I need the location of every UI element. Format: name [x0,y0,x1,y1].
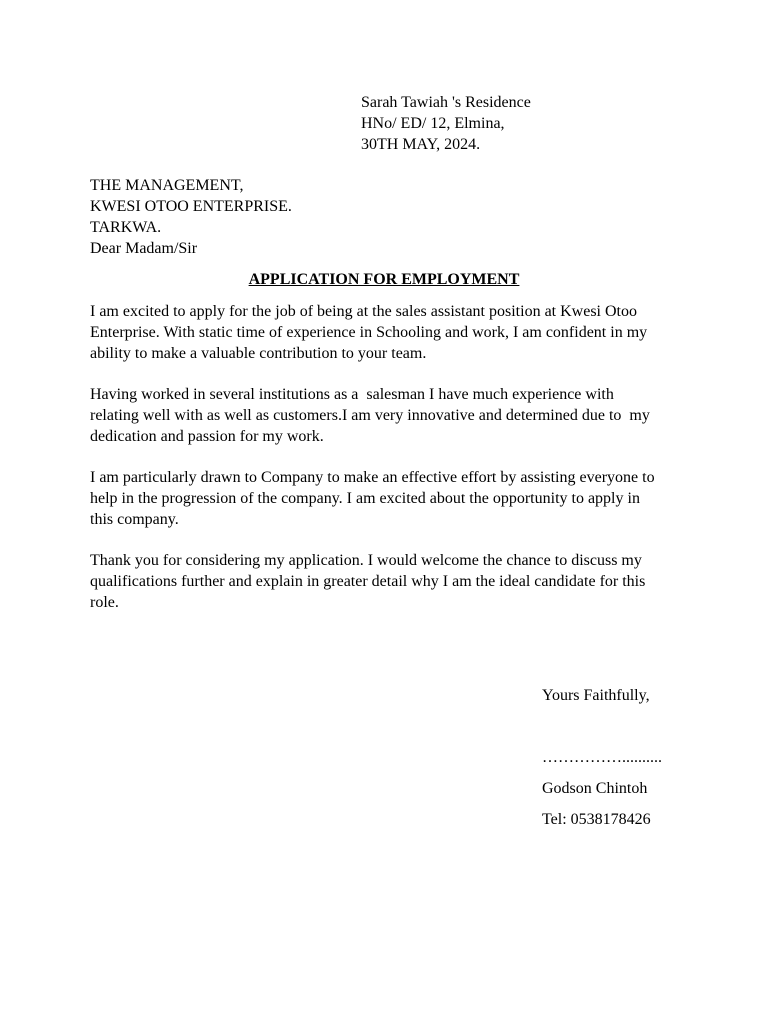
paragraph-line: help in the progression of the company. I am excited about the opportunity to apply in [90,490,640,507]
signatory-name: Godson Chintoh [542,780,648,797]
paragraph-line: relating well with as well as customers.I am very innovative and determined due to my [90,407,650,424]
body-paragraph-2 [90,384,680,447]
paragraph-line: I am excited to apply for the job of being at the sales assistant position at Kwesi Otoo [90,303,637,320]
body-paragraph-4 [90,550,680,613]
paragraph-line: ability to make a valuable contribution to your team. [90,345,427,362]
recipient-line-2: KWESI OTOO ENTERPRISE. [90,198,292,215]
recipient-line-3: TARKWA. [90,219,162,236]
salutation: Dear Madam/Sir [90,240,198,257]
sender-residence: Sarah Tawiah 's Residence [361,94,531,111]
valediction: Yours Faithfully, [542,687,650,704]
paragraph-line: qualifications further and explain in greater detail why I am the ideal candidate for this [90,573,646,590]
signatory-phone: Tel: 0538178426 [542,811,651,828]
paragraph-line: dedication and passion for my work. [90,428,324,445]
paragraph-line: I am particularly drawn to Company to make an effective effort by assisting everyone to [90,469,655,486]
signature-line: …………….......... [542,749,662,766]
letter-subject: APPLICATION FOR EMPLOYMENT [248,271,520,288]
body-paragraph-3 [90,467,680,530]
paragraph-line: this company. [90,511,179,528]
paragraph-line: Enterprise. With static time of experience in Schooling and work, I am confident in my [90,324,648,341]
sender-address: HNo/ ED/ 12, Elmina, [361,115,505,132]
paragraph-line: role. [90,594,119,611]
recipient-line-1: THE MANAGEMENT, [90,177,244,194]
paragraph-line: Thank you for considering my application. I would welcome the chance to discuss my [90,552,642,569]
letter-date: 30TH MAY, 2024. [361,136,481,153]
paragraph-line: Having worked in several institutions as a salesman I have much experience with [90,386,614,403]
body-paragraph-1 [90,301,680,364]
